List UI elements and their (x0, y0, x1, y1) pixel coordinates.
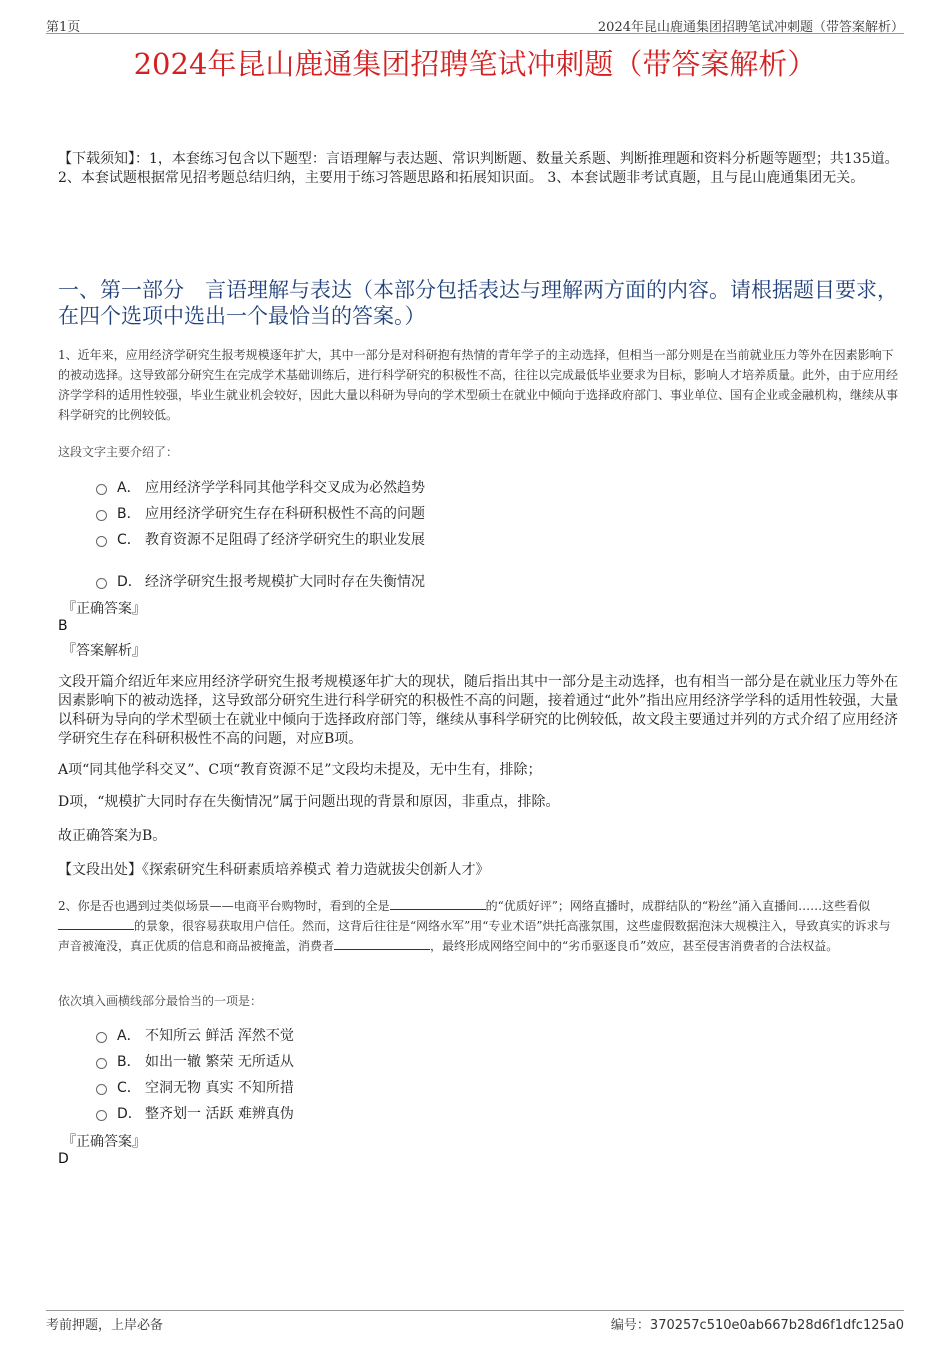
radio-icon[interactable] (96, 1084, 107, 1095)
q1-answer-label: 『正确答案』 (62, 601, 146, 617)
radio-icon[interactable] (96, 484, 107, 495)
option-letter: D． (117, 574, 142, 590)
footer-code (611, 1314, 904, 1333)
radio-icon[interactable] (96, 510, 107, 521)
option-text: 整齐划一 活跃 难辨真伪 (145, 1106, 294, 1122)
q1-analysis-para: D项，“规模扩大同时存在失衡情况”属于问题出现的背景和原因，非重点，排除。 (58, 794, 560, 810)
radio-icon[interactable] (96, 536, 107, 547)
page-title: 2024年昆山鹿通集团招聘笔试冲刺题（带答案解析） (133, 47, 817, 81)
q1-source: 【文段出处】《探索研究生科研素质培养模式 着力造就拔尖创新人才》 (58, 862, 490, 878)
q2-option-c[interactable] (96, 1077, 294, 1097)
option-letter: C． (117, 1080, 141, 1096)
radio-icon[interactable] (96, 1058, 107, 1069)
q1-option-d[interactable] (96, 571, 425, 591)
q1-answer: B (58, 618, 68, 634)
header-doc-title: 2024年昆山鹿通集团招聘笔试冲刺题（带答案解析） (597, 20, 904, 35)
q2-stem-part: 2、你是否也遇到过类似场景——电商平台购物时，看到的全是 (58, 899, 390, 913)
q2-stem-part: ，最终形成网络空间中的“劣币驱逐良币”效应，甚至侵害消费者的合法权益。 (430, 939, 839, 953)
q1-prompt: 这段文字主要介绍了： (58, 445, 179, 459)
q2-answer: D (58, 1151, 69, 1167)
q1-option-b[interactable] (96, 503, 425, 523)
footer-divider (46, 1310, 904, 1311)
fill-blank (58, 917, 134, 930)
q2-option-b[interactable] (96, 1051, 294, 1071)
option-letter: A． (117, 1028, 141, 1044)
footer-code-label: 编号： (610, 1318, 650, 1333)
q2-option-d[interactable] (96, 1103, 294, 1123)
section-heading: 一、第一部分 言语理解与表达（本部分包括表达与理解两方面的内容。请根据题目要求，在四个选项中选出一个最恰当的答案。） (58, 278, 898, 328)
q1-stem: 1、近年来，应用经济学研究生报考规模逐年扩大，其中一部分是对科研抱有热情的青年学子的主动选择，但相当一部分则是在当前就业压力等外在因素影响下的被动选择。这导致部分研究生在完成学术基础训练后，进行科学研究的积极性不高，往往以完成最低毕业要求为目标，影响人才培养质量。此外，由于应用经济学学科的适用性较强，毕业生就业机会较好，因此大量以科研为导向的学术型硕士在就业中倾向于选择政府部门、事业单位、国有企业或金融机构，继续从事科学研究的比例较低。 (58, 348, 899, 422)
q2-stem-part: 的“优质好评”；网络直播时，成群结队的“粉丝”涌入直播间……这些看似 (485, 899, 871, 913)
option-text: 应用经济学研究生存在科研积极性不高的问题 (145, 506, 425, 522)
option-text: 应用经济学学科同其他学科交叉成为必然趋势 (145, 480, 425, 496)
q1-analysis-label: 『答案解析』 (62, 643, 146, 659)
option-text: 空洞无物 真实 不知所措 (145, 1080, 294, 1096)
fill-blank (390, 897, 486, 910)
option-text: 不知所云 鲜活 浑然不觉 (145, 1028, 294, 1044)
header-divider (46, 33, 904, 34)
radio-icon[interactable] (96, 1032, 107, 1043)
option-letter: B． (117, 506, 141, 522)
option-letter: B． (117, 1054, 141, 1070)
q1-option-c[interactable] (96, 529, 425, 549)
q2-prompt: 依次填入画横线部分最恰当的一项是： (58, 994, 263, 1008)
q1-analysis-para: 故正确答案为B。 (58, 828, 167, 844)
q1-analysis-para: A项“同其他学科交叉”、C项“教育资源不足”文段均未提及，无中生有，排除； (58, 762, 542, 778)
option-text: 教育资源不足阻碍了经济学研究生的职业发展 (145, 532, 425, 548)
q2-option-a[interactable] (96, 1025, 294, 1045)
option-text: 经济学研究生报考规模扩大同时存在失衡情况 (145, 574, 425, 590)
radio-icon[interactable] (96, 1110, 107, 1121)
download-notice: 【下载须知】：1，本套练习包含以下题型：言语理解与表达题、常识判断题、数量关系题、判断推理题和资料分析题等题型；共135道。 2、本套试题根据常见招考题总结归纳，主要用于练习答题思路和拓展知识面。 3、本套试题非考试真题，且与昆山鹿通集团无关。 (58, 151, 899, 186)
fill-blank (334, 937, 430, 950)
footer-slogan: 考前押题，上岸必备 (46, 1318, 164, 1333)
q2-answer-label: 『正确答案』 (62, 1134, 146, 1150)
option-text: 如出一辙 繁荣 无所适从 (145, 1054, 294, 1070)
page-number: 第1页 (46, 20, 81, 35)
option-letter: A． (117, 480, 141, 496)
q1-option-a[interactable] (96, 477, 425, 497)
footer-code-value: 370257c510e0ab667b28d6f1dfc125a0 (649, 1318, 904, 1333)
q2-stem (58, 896, 900, 956)
q1-analysis-para: 文段开篇介绍近年来应用经济学研究生报考规模逐年扩大的现状，随后指出其中一部分是主动选择，也有相当一部分是在就业压力等外在因素影响下的被动选择，这导致部分研究生进行科学研究的积极性不高的问题，接着通过“此外”指出应用经济学学科的适用性较强，大量以科研为导向的学术型硕士在就业中倾向于选择政府部门等，继续从事科学研究的比例较低，故文段主要通过并列的方式介绍了应用经济学研究生存在科研积极性不高的问题，对应B项。 (58, 674, 899, 747)
q2-stem-part: 的景象，很容易获取用户信任。然而，这背后往往是“网络水军”用“专业术语”烘托高涨氛围，这些虚假数据泡沫大规模注入，导致真实的诉求与声音被淹没，真正优质的信息和商品被掩盖，消费者 (58, 919, 891, 953)
option-letter: D． (117, 1106, 142, 1122)
radio-icon[interactable] (96, 578, 107, 589)
option-letter: C． (117, 532, 141, 548)
